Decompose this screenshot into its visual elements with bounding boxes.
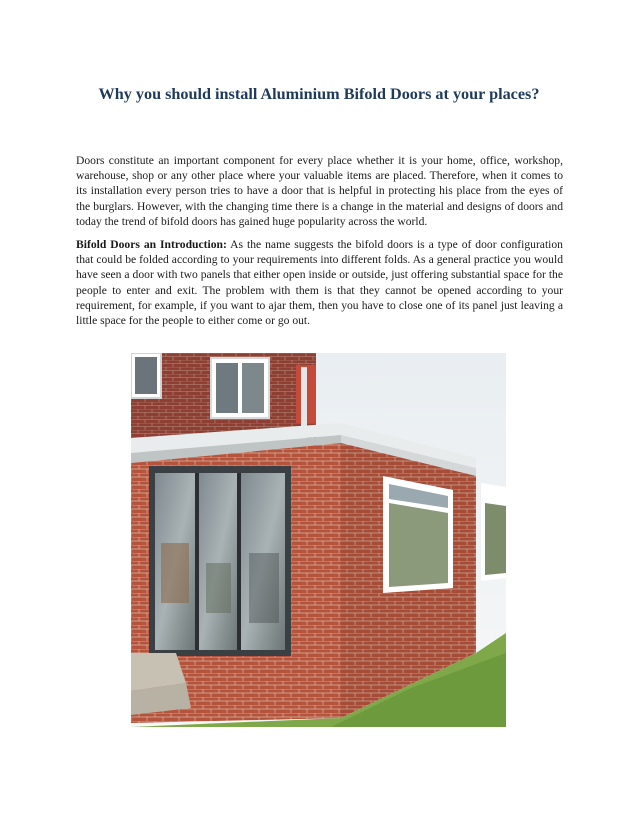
introduction-paragraph <box>76 237 563 328</box>
intro-paragraph: Doors constitute an important component for every place whether it is your home, office, workshop, warehouse, shop or any other place where your valuable items are placed. Therefore, when it comes to its installation every person tries to have a door that is helpful in protecting his place from the eyes of the burglars. However, with the changing time there is a change in the material and designs of doors and today the trend of bifold doors has gained huge popularity across the world. <box>76 154 563 228</box>
bifold-door-extension-photo <box>131 353 506 727</box>
introduction-heading: Bifold Doors an Introduction: <box>76 238 227 251</box>
introduction-body: As the name suggests the bifold doors is a type of door configuration that could be folded according to your requirements into different folds. As a general practice you would have seen a door with two panels that either open inside or outside, just offering substantial space for the people to enter and exit. The problem with them is that they cannot be opened according to your requirement, for example, if you want to ajar them, then you have to close one of its panel just leaving a little space for the people to either come or go out. <box>76 238 563 328</box>
page-title: Why you should install Aluminium Bifold Doors at your places? <box>98 84 540 103</box>
